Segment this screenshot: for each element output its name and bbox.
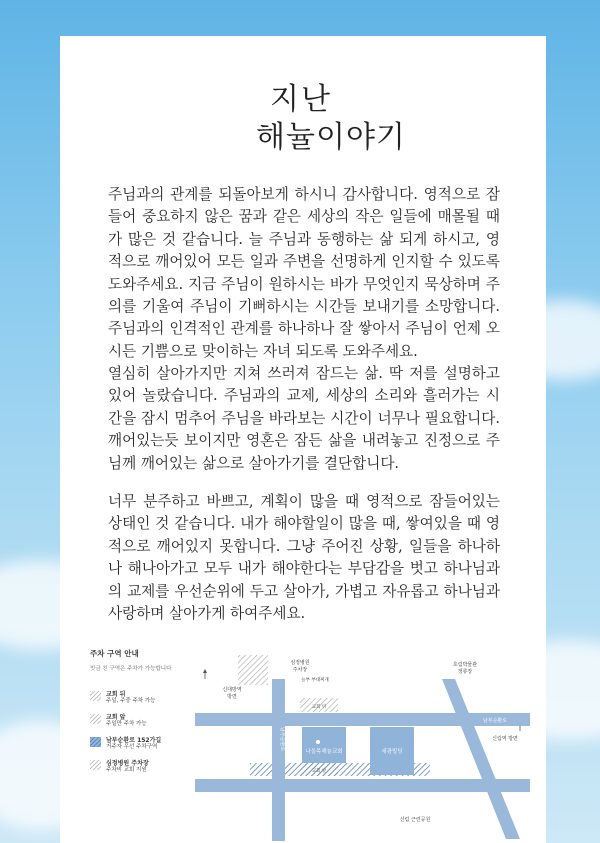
label-sewon: 세광빌딩 [381, 749, 403, 755]
blue-hatch-swatch-icon [90, 737, 101, 747]
label-simjeong-lot: 주차장 [292, 667, 308, 673]
legend-item-desc: 주일, 주중 주차 가능 [106, 698, 156, 704]
legend-item-name: 교회 앞 [106, 714, 126, 721]
document-page [60, 36, 546, 843]
legend-item-name: 교회 뒤 [106, 691, 126, 698]
arrow-up-icon [203, 669, 207, 673]
label-sillim-station: 신림역 방면 [492, 736, 518, 742]
label-museum-stop: 정류장 [457, 669, 473, 675]
hatch-swatch-icon [90, 691, 101, 701]
paragraph-3: 너무 분주하고 바쁘고, 계획이 많을 때 영적으로 잠들어있는 상태인 것 같습니다. 내가 해야할일이 많을 때, 쌓여있을 때 영적으로 깨어있지 못합니다. 그냥 주어진 상황, 일들을 하나하나 해나아가고 모두 내가 해야한다는 부담감을 벗고 하나님과의 교제를 우선순위에 두고 살아가, 가볍고 자유롭고 하나님과 사랑하며 살아가게 하여주세요. [108, 493, 500, 623]
label-church-front: 교회 앞 [311, 769, 327, 774]
label-road-right: 남부순환로 [482, 718, 508, 724]
road-diagonal [442, 679, 520, 839]
road-top [195, 713, 495, 726]
parking-legend [90, 648, 190, 783]
paragraph-2: 열심히 살아가지만 지쳐 쓰러져 잠드는 삶. 딱 저를 설명하고 있어 놀랐습니다. 주님과의 교제, 세상의 소리와 흘러가는 시간을 잠시 멈추어 주님을 바라보는 시간이 너무나 필요합니다. 깨어있는듯 보이지만 영혼은 잠든 삶을 내려놓고 진정으로 주님께 깨어있는 삶으로 살아가기를 결단합니다. [108, 365, 500, 472]
road-bottom [195, 779, 530, 792]
title-line2: 해뉼이야기 [256, 120, 406, 155]
label-simjeong: 심정병원 [290, 660, 310, 666]
church-marker-icon [316, 740, 320, 744]
church-building [302, 727, 346, 763]
legend-item-name: 남부순환로 152가길 [106, 737, 162, 744]
legend-item-name: 심정병원 주차장 [106, 760, 149, 767]
page-title [60, 74, 546, 166]
legend-item-desc: 주차비 교회 지원 [106, 767, 147, 773]
hatch-swatch-icon [90, 760, 101, 770]
label-church-back: 교회 뒤 [311, 705, 327, 710]
legend-item-desc: 주일만 주차 가능 [106, 721, 147, 727]
simjeong-parking-lot [238, 655, 268, 685]
label-park: 신림 근린공원 [399, 817, 431, 823]
paragraph-1: 주님과의 관계를 되돌아보게 하시니 감사합니다. 영적으로 잠들어 중요하지 않은 꿈과 같은 세상의 작은 일들에 매몰될 때가 많은 것 같습니다. 늘 주님과 동행하는 삶 되게 하시고, 영적으로 깨어있어 모든 일과 주변을 선명하게 인지할 수 있도록 도와주세요. 지금 주님이 원하시는 바가 무엇인지 묵상하며 주의를 기울여 주님이 기뻐하시는 시간들 보내기를 소망합니다. 주님과의 인격적인 관계를 하나하나 잘 쌓아서 주님이 언제 오시든 기쁨으로 맞이하는 자녀 되도록 도와주세요. [108, 186, 500, 360]
legend-item-desc: 거주자 우선 주차구역 [106, 744, 158, 750]
title-line1: 지난 [270, 82, 332, 117]
legend-item [90, 737, 190, 751]
label-sindaebang: 신대방역 [222, 687, 242, 693]
legend-title: 주차 구역 안내 [90, 649, 139, 658]
legend-subtitle: 빗금 친 구역은 주차가 가능합니다 [90, 666, 172, 672]
legend-item [90, 760, 190, 774]
hatch-swatch-icon [90, 714, 101, 724]
label-bakery: 늘부 부대찌개 [301, 678, 329, 683]
label-street-vertical: 남부순환로 [279, 727, 285, 752]
label-sindaebang-dir: 방면 [227, 694, 237, 700]
road-vertical [272, 679, 285, 841]
label-church: 나들목해뉼교회 [305, 749, 343, 755]
legend-item [90, 691, 190, 705]
label-museum: 호림박물관 [452, 662, 478, 668]
legend-item [90, 714, 190, 728]
church-location-map [190, 631, 540, 841]
